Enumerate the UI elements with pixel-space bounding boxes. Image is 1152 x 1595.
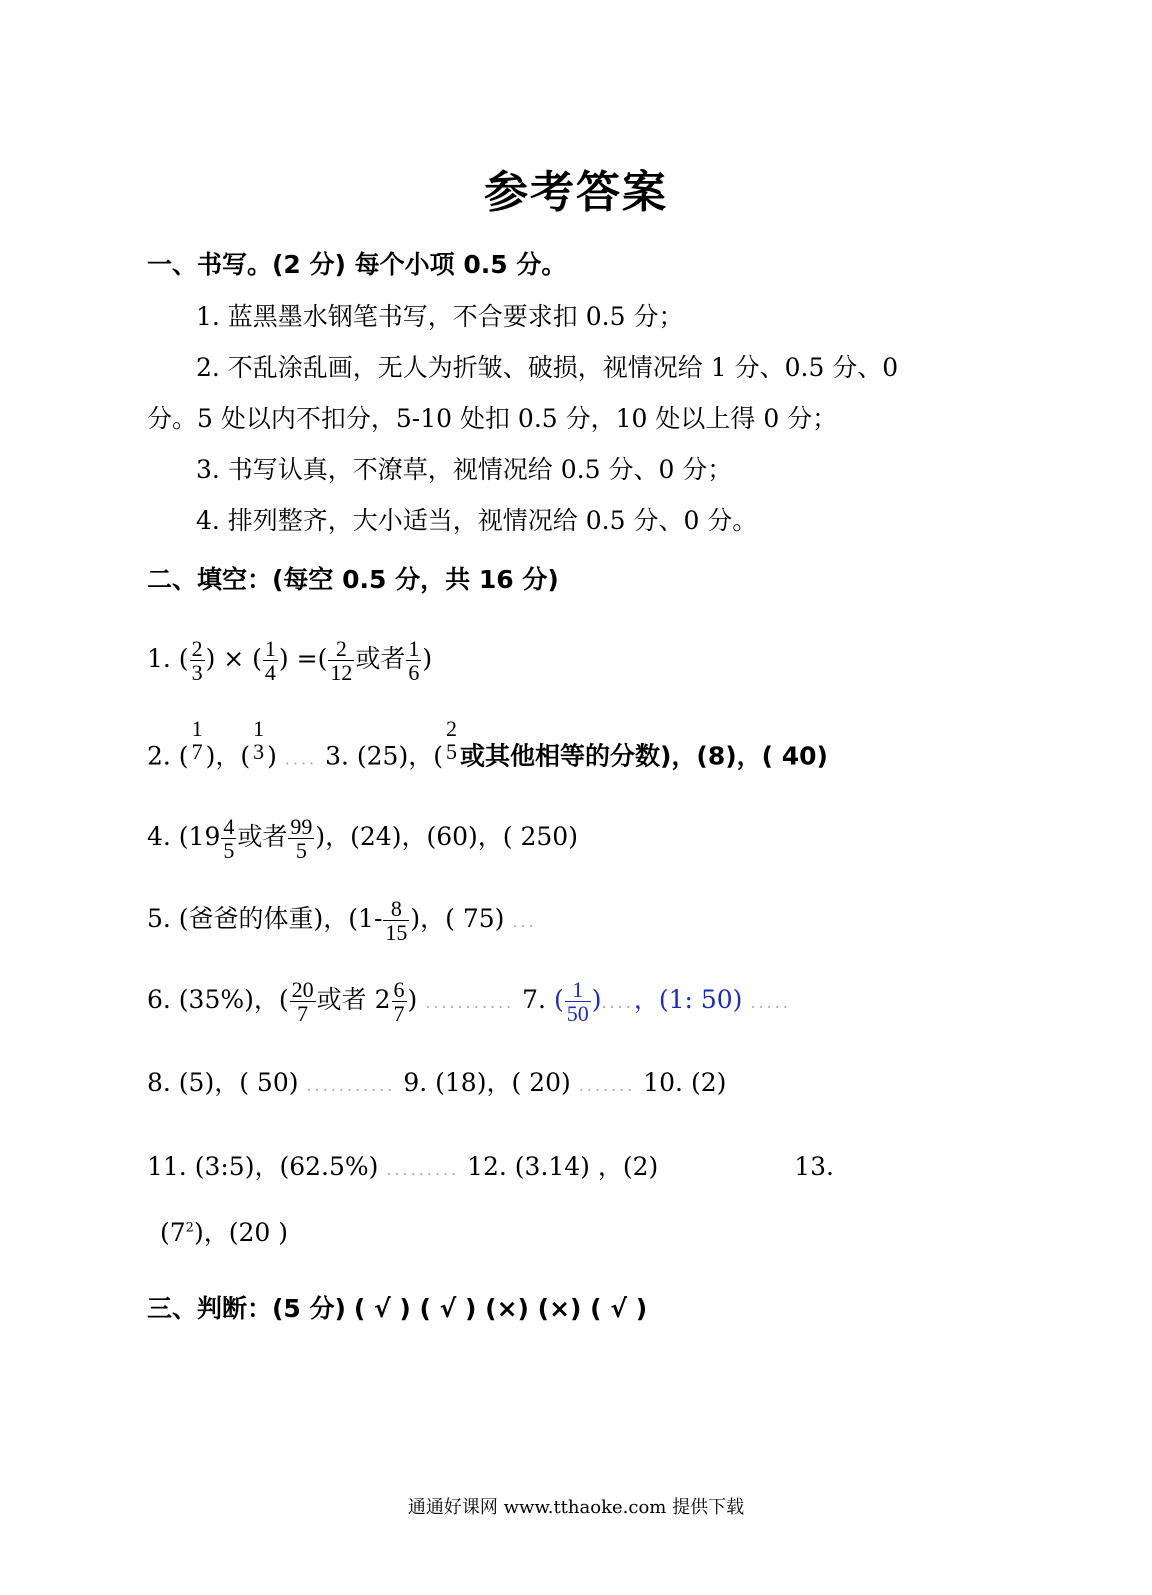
fraction: $\frac{4}{5}$: [223, 814, 235, 864]
leader-dots: .......: [578, 1076, 636, 1095]
answer-1-text-e: ): [422, 644, 433, 674]
section-1-item-4: 4. 排列整齐，大小适当，视情况给 0.5 分、0 分。: [196, 506, 758, 535]
leader-dots: ...........: [425, 993, 515, 1013]
fraction: 2 5: [445, 716, 457, 765]
answer-11: 11. (3:5)，(62.5%): [147, 1152, 379, 1181]
answer-1: [147, 637, 432, 684]
answer-4: [147, 815, 578, 862]
section-1-item-1: 1. 蓝黑墨水钢笔书写，不合要求扣 0.5 分；: [196, 302, 684, 331]
answer-2-text-c: ): [267, 741, 277, 771]
answer-5: [147, 897, 537, 944]
footer-credit: 通通好课网 www.tthaoke.com 提供下载: [407, 1497, 745, 1518]
leader-dots: ...: [512, 912, 537, 932]
section-1-heading: 一、书写。(2 分) 每个小项 0.5 分。: [147, 250, 567, 279]
answer-7-label: 7.: [522, 985, 546, 1015]
section-1-item-2b: 分。5 处以内不扣分，5-10 处扣 0.5 分，10 处以上得 0 分；: [147, 404, 838, 433]
answer-10: 10. (2): [643, 1068, 727, 1097]
leader-dots: .....: [750, 993, 791, 1013]
answer-4-text-b: 或者: [237, 822, 288, 852]
answer-5-text-b: )，( 75): [410, 904, 505, 934]
section-3-heading: 三、判断：(5 分): [147, 1294, 346, 1323]
fraction: $\frac{99}{5}$: [290, 814, 313, 864]
leader-dots: ....: [284, 749, 318, 769]
answer-7-blue: ( $\frac{1}{50}$ )....，(1: 50): [553, 977, 743, 1027]
fraction: 1 3: [253, 716, 265, 765]
section-1-item-2a: 2. 不乱涂乱画，无人为折皱、破损，视情况给 1 分、0.5 分、0: [196, 353, 899, 382]
fraction: $\frac{6}{7}$: [393, 977, 405, 1027]
answer-13-text-b: )，(20 ): [193, 1218, 288, 1247]
answer-9: 9. (18)，( 20): [403, 1068, 571, 1097]
answer-8: 8. (5)，( 50): [147, 1068, 299, 1097]
answer-6-7: [147, 978, 791, 1025]
fraction: $\frac{20}{7}$: [291, 977, 314, 1027]
leader-dots: ...........: [306, 1076, 396, 1095]
answer-11-12-13: [147, 1154, 834, 1179]
answer-1-text-b: ) × (: [205, 644, 262, 674]
answer-2-3: [147, 716, 828, 781]
fraction: $\frac{8}{15}$: [385, 896, 408, 946]
answer-1-text-c: ) =(: [278, 644, 328, 674]
answer-5-text-a: 5. (爸爸的体重)，(1-: [147, 904, 383, 934]
fraction: $\frac{1}{6}$: [408, 636, 420, 686]
answer-6-text-a: 6. (35%)，(: [147, 985, 289, 1015]
section-3: [147, 1296, 647, 1321]
answer-13-text-a: (7: [160, 1218, 186, 1247]
answer-1-text-a: 1. (: [147, 644, 189, 674]
answer-4-text-c: )，(24)，(60)，( 250): [315, 822, 578, 852]
answer-3-text-a: 3. (25)，(: [325, 741, 443, 771]
answer-1-text-d: 或者: [355, 644, 406, 674]
answer-8-9-10: [147, 1070, 726, 1095]
fraction: $\frac{1}{4}$: [264, 636, 276, 686]
answer-3-text-b: 或其他相等的分数)，(8)，( 40): [459, 741, 828, 771]
answer-13: [160, 1220, 288, 1245]
fraction: 1 7: [191, 716, 203, 765]
leader-dots: .........: [386, 1160, 460, 1179]
section-2-heading: 二、填空：(每空 0.5 分，共 16 分): [147, 565, 559, 594]
page-title: 参考答案: [484, 167, 668, 218]
answer-12: 12. (3.14) ，(2): [467, 1152, 659, 1181]
answer-6-text-c: ): [407, 985, 418, 1015]
answer-2-text-b: )，(: [205, 741, 251, 771]
section-1-item-3: 3. 书写认真，不潦草，视情况给 0.5 分、0 分；: [196, 455, 733, 484]
answer-13-label: 13.: [794, 1152, 834, 1181]
fraction: $\frac{2}{12}$: [330, 636, 353, 686]
answer-13-sup: 2: [185, 1220, 194, 1236]
section-3-answers: ( √ ) ( √ ) (×) (×) ( √ ): [353, 1294, 648, 1323]
answer-6-text-b: 或者 2: [316, 985, 391, 1015]
answer-2-text-a: 2. (: [147, 741, 189, 771]
answer-4-text-a: 4. (19: [147, 822, 221, 852]
fraction: $\frac{1}{50}$: [566, 977, 589, 1027]
fraction: $\frac{2}{3}$: [191, 636, 203, 686]
